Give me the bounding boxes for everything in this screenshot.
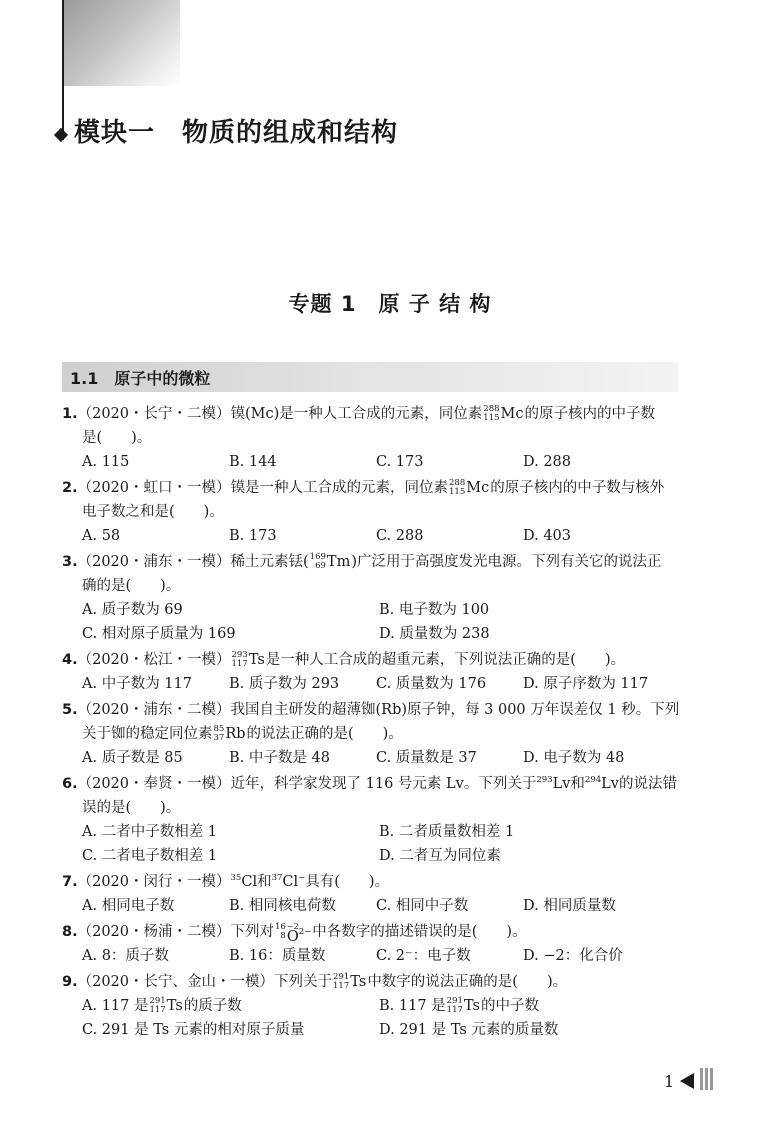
section-heading: 1.1 原子中的微粒 [62,362,678,392]
option-c: C. 2⁻：电子数 [376,948,471,964]
option-c: C. 相对原子质量为 169 [82,626,236,642]
options [62,944,682,968]
option-b: B. 117 是 291 117 Ts 的中子数 [379,996,539,1015]
option-c: C. 173 [376,454,424,470]
option-a: A. 58 [82,528,121,544]
corner-shade [62,0,180,86]
option-c: C. 288 [376,528,424,544]
oxide-ion-symbol: 16 8 −2 O 2− [275,922,312,945]
options [62,450,682,474]
isotope-symbol: 288 115 Mc [483,404,524,423]
option-c: C. 二者电子数相差 1 [82,848,218,864]
edge-stripe-icon [700,1068,722,1092]
question-6: 6.（2020・奉贤・一模）近年，科学家发现了 116 号元素 Lv。下列关于$^{293}$Lv和$^{294}$Lv的说法错 误的是( )。 A. 二者中子数相差 1 B. 二者质量数相差 1 C. 二者电子数相差 1 D. 二者互为同位素 [62,772,682,868]
options [62,820,682,868]
option-a: A. 相同电子数 [82,898,175,914]
option-d: D. 291 是 Ts 元素的质量数 [379,1022,559,1038]
topic-title: 专题 1 原 子 结 构 [288,292,492,316]
option-c: C. 质量数是 37 [376,750,477,766]
header-rule [62,0,64,140]
option-a: A. 115 [82,454,130,470]
option-a: A. 117 是 291 117 Ts 的质子数 [82,996,242,1015]
isotope-symbol: 288 115 Mc [449,478,490,497]
option-b: B. 电子数为 100 [379,602,490,618]
option-d: D. 电子数为 48 [523,750,625,766]
isotope-symbol: 85 37 Rb [213,724,246,743]
question-9: 9.（2020・长宁、金山・一模）下列关于 291 117 Ts 中数字的说法正确的是( )。 A. 117 是 291 117 Ts 的质子数 B. 117 是 291 117 Ts 的中子数 C. 291 是 Ts 元素的相对原子质量 D. 291 是 Ts 元素的质量数 [62,970,682,1042]
option-d: D. 原子序数为 117 [523,676,649,692]
option-b: B. 质子数为 293 [229,676,340,692]
question-8: 8.（2020・杨浦・二模）下列对 16 8 −2 O 2− 中各数字的描述错误的是( )。 A. 8：质子数 B. 16：质量数 C. 2⁻：电子数 D. −2：化合价 [62,920,682,968]
option-b: B. 二者质量数相差 1 [379,824,515,840]
diamond-bullet-icon [54,128,68,142]
option-b: B. 相同核电荷数 [229,898,336,914]
options [62,994,682,1042]
option-a: A. 二者中子数相差 1 [82,824,218,840]
option-b: B. 173 [229,528,277,544]
page-number: 1 [664,1072,675,1091]
option-b: B. 16：质量数 [229,948,326,964]
option-b: B. 中子数是 48 [229,750,330,766]
options [62,672,682,696]
isotope-symbol: 293 117 Ts [231,650,265,669]
options [62,598,682,646]
question-1: 1.（2020・长宁・二模）镆(Mc)是一种人工合成的元素，同位素 288 115 Mc 的原子核内的中子数 是( )。 A. 115 B. 144 C. 173 D. 288 [62,402,682,474]
module-title: 模块一 物质的组成和结构 [74,118,399,148]
left-triangle-icon [678,1071,696,1091]
option-a: A. 质子数为 69 [82,602,183,618]
option-d: D. 质量数为 238 [379,626,490,642]
question-3: 3.（2020・浦东・一模）稀土元素铥( 169 69 Tm )广泛用于高强度发光电源。下列有关它的说法正 确的是( )。 A. 质子数为 69 B. 电子数为 100 C. 相对原子质量为 169 D. 质量数为 238 [62,550,682,646]
options [62,746,682,770]
options [62,524,682,548]
option-d: D. 403 [523,528,572,544]
option-d: D. 相同质量数 [523,898,616,914]
question-5: 5.（2020・浦东・二模）我国自主研发的超薄铷(Rb)原子钟，每 3 000 万年误差仅 1 秒。下列 关于铷的稳定同位素 85 37 Rb 的说法正确的是( )。 A. 质子数是 85 B. 中子数是 48 C. 质量数是 37 D. 电子数为 48 [62,698,682,770]
isotope-symbol: 291 117 Ts [333,972,367,991]
isotope-symbol: 169 69 Tm [309,552,351,571]
question-2: 2.（2020・虹口・一模）镆是一种人工合成的元素，同位素 288 115 Mc 的原子核内的中子数与核外 电子数之和是( )。 A. 58 B. 173 C. 288 D. 403 [62,476,682,548]
question-number: 1. [62,406,78,422]
question-4: 4.（2020・松江・一模） 293 117 Ts 是一种人工合成的超重元素，下列说法正确的是( )。 A. 中子数为 117 B. 质子数为 293 C. 质量数为 176 D. 原子序数为 117 [62,648,682,696]
question-list [62,402,682,1044]
option-c: C. 291 是 Ts 元素的相对原子质量 [82,1022,305,1038]
option-d: D. −2：化合价 [523,948,623,964]
option-c: C. 相同中子数 [376,898,469,914]
option-a: A. 质子数是 85 [82,750,183,766]
question-7: 7.（2020・闵行・一模）$^{35}$Cl和$^{37}$Cl−具有( )。 A. 相同电子数 B. 相同核电荷数 C. 相同中子数 D. 相同质量数 [62,870,682,918]
option-d: D. 二者互为同位素 [379,848,501,864]
option-b: B. 144 [229,454,277,470]
option-a: A. 8：质子数 [82,948,169,964]
option-a: A. 中子数为 117 [82,676,192,692]
options [62,894,682,918]
option-d: D. 288 [523,454,572,470]
option-c: C. 质量数为 176 [376,676,487,692]
